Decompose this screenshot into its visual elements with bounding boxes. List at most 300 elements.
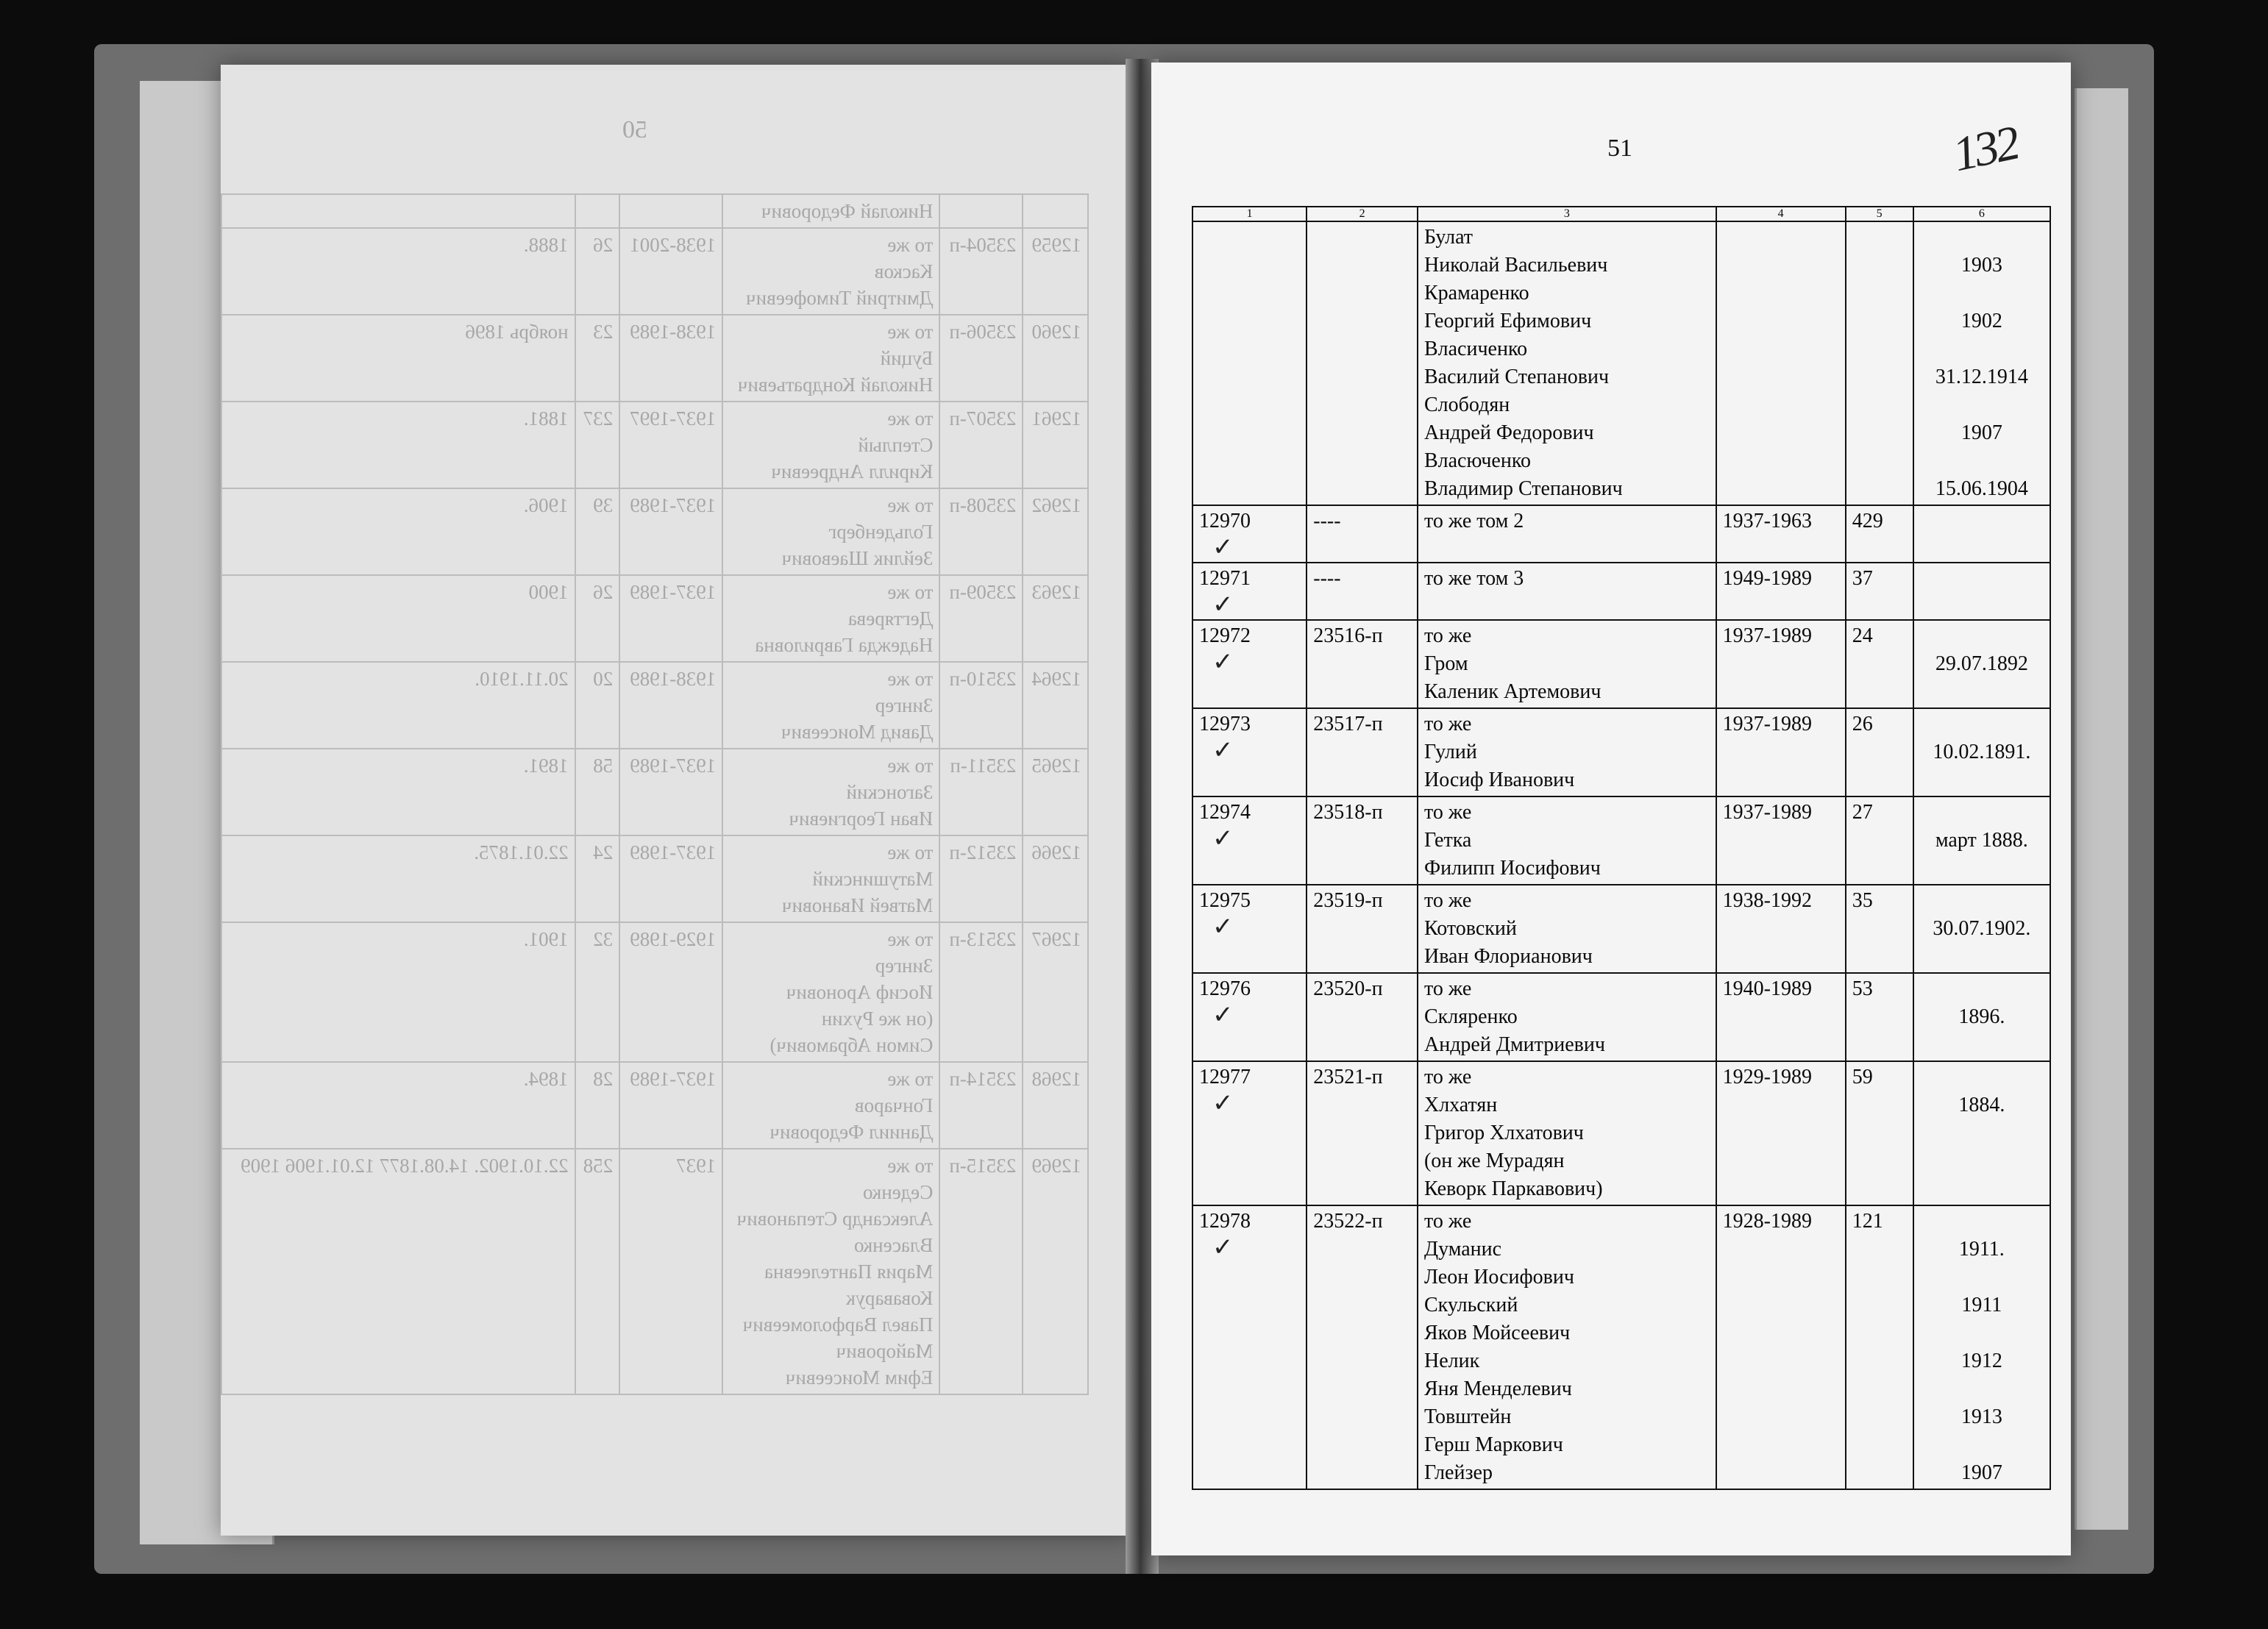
name-line: Георгий Ефимович — [1423, 310, 1592, 332]
table-row — [221, 315, 1088, 402]
name-line: Гулий — [1423, 741, 1477, 763]
ghost-name-line: Буций — [880, 347, 934, 369]
ghost-number: 12968 — [1031, 1068, 1081, 1090]
ghost-number-cell — [1023, 228, 1088, 315]
column-number: 1 — [1192, 207, 1307, 221]
birth-date — [1920, 887, 2044, 915]
ghost-number-cell — [1023, 749, 1088, 835]
case-number: 23519-п — [1313, 889, 1383, 912]
ghost-number: 12966 — [1031, 841, 1081, 863]
ghost-name-line: Ефим Моисеевич — [785, 1366, 934, 1389]
checkmark-icon: ✓ — [1212, 737, 1234, 764]
ghost-count: 258 — [583, 1155, 614, 1177]
inventory-number-cell — [1192, 221, 1307, 505]
table-row — [1192, 620, 2050, 708]
ghost-years-cell — [619, 835, 722, 922]
ghost-count-cell — [575, 749, 620, 835]
inventory-number: 12975 — [1199, 889, 1251, 912]
ghost-date-cell — [221, 749, 575, 835]
ghost-count-cell — [575, 315, 620, 402]
checkmark-icon: ✓ — [1212, 825, 1234, 852]
ghost-count: 28 — [593, 1068, 614, 1090]
ghost-years: 1937 — [676, 1155, 717, 1177]
checkmark-icon: ✓ — [1212, 913, 1234, 941]
ghost-date: 1891. — [523, 755, 569, 777]
ghost-name-cell — [722, 488, 939, 575]
ghost-name-line: то же — [887, 581, 934, 603]
sheet-count-cell — [1846, 1205, 1913, 1489]
birth-date: 1907 — [1960, 1461, 2002, 1484]
ghost-name-line: то же — [887, 494, 934, 516]
ghost-count: 26 — [593, 581, 614, 603]
table-row — [221, 1149, 1088, 1394]
ghost-name-cell — [722, 922, 939, 1062]
ghost-name-line: Матушинский — [812, 868, 934, 890]
case-number: 23521-п — [1313, 1066, 1383, 1088]
birth-date — [1920, 224, 2044, 252]
table-row — [221, 835, 1088, 922]
case-number: 23522-п — [1313, 1210, 1383, 1233]
case-number-cell — [1307, 708, 1418, 796]
birth-date-cell — [1913, 973, 2050, 1061]
ghost-years: 1938-2001 — [630, 234, 717, 256]
years: 1928-1989 — [1722, 1210, 1812, 1233]
ghost-name-line: то же — [887, 668, 934, 690]
ghost-count: 26 — [593, 234, 614, 256]
ghost-number: 12967 — [1031, 928, 1081, 950]
case-number-cell — [1307, 796, 1418, 885]
ghost-date-cell — [221, 662, 575, 749]
case-number: ---- — [1313, 567, 1341, 590]
sheet-count: 121 — [1852, 1210, 1883, 1233]
name-line: Булат — [1423, 226, 1474, 249]
ghost-name-line: то же — [887, 1155, 934, 1177]
ghost-count-cell — [575, 1149, 620, 1394]
ghost-name-line: Кирилл Андреевич — [771, 460, 934, 482]
checkmark-icon: ✓ — [1212, 1090, 1234, 1117]
ghost-date-cell — [221, 922, 575, 1062]
birth-date: 1902 — [1960, 310, 2002, 332]
birth-date — [1920, 335, 2044, 363]
table-row — [221, 194, 1088, 228]
ghost-number: 12964 — [1031, 668, 1081, 690]
ghost-name-line: Загонский — [846, 781, 934, 803]
table-row — [221, 662, 1088, 749]
birth-date-cell — [1913, 796, 2050, 885]
name-line: Герш Маркович — [1423, 1433, 1563, 1456]
ghost-years-cell — [619, 1062, 722, 1149]
ghost-name-line: Коваварук — [845, 1287, 934, 1309]
sheet-count: 35 — [1852, 889, 1873, 912]
birth-date — [1920, 1063, 2044, 1091]
ghost-years: 1937-1989 — [630, 581, 717, 603]
ghost-count-cell — [575, 835, 620, 922]
ghost-name-line: Даниил Федорович — [769, 1121, 934, 1143]
name-cell — [1418, 973, 1716, 1061]
case-number-cell — [1307, 1061, 1418, 1205]
ghost-number-cell — [1023, 315, 1088, 402]
ghost-case-cell — [939, 402, 1023, 488]
column-number: 6 — [1913, 207, 2050, 221]
birth-date — [1920, 279, 2044, 307]
birth-date: 1913 — [1960, 1405, 2002, 1428]
case-number: 23520-п — [1313, 977, 1383, 1000]
column-number: 3 — [1418, 207, 1716, 221]
ghost-count-cell — [575, 402, 620, 488]
name-line: то же — [1423, 1066, 1472, 1088]
years-cell — [1716, 973, 1846, 1061]
name-cell — [1418, 620, 1716, 708]
birth-date-cell — [1913, 563, 2050, 620]
years-cell — [1716, 885, 1846, 973]
ghost-years: 1937-1989 — [630, 1068, 717, 1090]
years: 1937-1989 — [1722, 624, 1812, 647]
ghost-name-cell — [722, 402, 939, 488]
case-number-cell — [1307, 620, 1418, 708]
case-number-cell — [1307, 885, 1418, 973]
name-line: Гром — [1423, 652, 1468, 675]
ghost-name-line: Седенко — [863, 1181, 934, 1203]
birth-date: 31.12.1914 — [1935, 366, 2028, 388]
birth-date: 1912 — [1960, 1350, 2002, 1372]
name-line: Котовский — [1423, 917, 1517, 940]
bleed-through-text — [221, 65, 1133, 1536]
ghost-years-cell — [619, 402, 722, 488]
ghost-case-cell — [939, 835, 1023, 922]
birth-date — [1920, 799, 2044, 827]
ghost-date: 1906. — [523, 494, 569, 516]
inventory-number-cell — [1192, 1205, 1307, 1489]
ghost-name-line: Гончаров — [854, 1094, 934, 1116]
page-edges-right — [2075, 88, 2128, 1530]
inventory-table-body — [1192, 221, 2050, 1489]
name-line: то же — [1423, 889, 1472, 912]
birth-date: 1911. — [1958, 1238, 2005, 1261]
case-number-cell — [1307, 973, 1418, 1061]
checkmark-icon: ✓ — [1212, 1002, 1234, 1029]
table-row — [221, 228, 1088, 315]
ghost-years-cell — [619, 662, 722, 749]
ghost-name-line: Зингер — [875, 955, 934, 977]
ghost-years-cell — [619, 922, 722, 1062]
name-line: Крамаренко — [1423, 282, 1529, 304]
column-number-row — [1192, 207, 2050, 221]
table-row — [221, 488, 1088, 575]
ghost-years-cell — [619, 315, 722, 402]
ghost-number-cell — [1023, 402, 1088, 488]
birth-date — [1920, 565, 2044, 593]
years-cell — [1716, 221, 1846, 505]
inventory-number: 12977 — [1199, 1066, 1251, 1088]
ghost-count: 23 — [593, 321, 614, 343]
inventory-number: 12972 — [1199, 624, 1251, 647]
case-number: ---- — [1313, 510, 1341, 532]
ghost-name-cell — [722, 315, 939, 402]
ghost-date: 22.10.1902. 14.08.1877 12.01.1906 1909 — [241, 1155, 569, 1177]
years-cell — [1716, 563, 1846, 620]
birth-date-cell — [1913, 221, 2050, 505]
ghost-count: 20 — [593, 668, 614, 690]
table-row — [221, 402, 1088, 488]
ghost-name-line: Власенко — [853, 1234, 934, 1256]
ghost-case: 23508-п — [949, 494, 1017, 516]
table-row — [1192, 1061, 2050, 1205]
ghost-years-cell — [619, 488, 722, 575]
ghost-count: 237 — [583, 407, 614, 429]
ghost-case-cell — [939, 1149, 1023, 1394]
archive-folio-stamp: 132 — [1948, 115, 2022, 182]
birth-date: 29.07.1892 — [1935, 652, 2028, 675]
ghost-case: 23507-п — [949, 407, 1017, 429]
birth-date — [1920, 507, 2044, 535]
ghost-years-cell — [619, 1149, 722, 1394]
birth-date — [1920, 391, 2044, 419]
sheet-count: 24 — [1852, 624, 1873, 647]
name-line: то же — [1423, 1210, 1472, 1233]
ghost-count: 39 — [593, 494, 614, 516]
ghost-years: 1937-1989 — [630, 494, 717, 516]
case-number: 23516-п — [1313, 624, 1383, 647]
case-number: 23517-п — [1313, 713, 1383, 735]
ghost-number: 12965 — [1031, 755, 1081, 777]
ghost-date-cell — [221, 575, 575, 662]
ghost-count-cell — [575, 922, 620, 1062]
sheet-count-cell — [1846, 620, 1913, 708]
ghost-name-line: Александр Степанович — [736, 1208, 934, 1230]
ghost-name-line: Павел Варфоломеевич — [742, 1313, 934, 1336]
inventory-number-cell — [1192, 563, 1307, 620]
ghost-number: 12963 — [1031, 581, 1081, 603]
birth-date-cell — [1913, 708, 2050, 796]
sheet-count-cell — [1846, 796, 1913, 885]
sheet-count: 53 — [1852, 977, 1873, 1000]
name-line: Яня Менделевич — [1423, 1377, 1572, 1400]
name-cell — [1418, 505, 1716, 563]
left-page-number: 50 — [622, 116, 647, 143]
table-row — [1192, 796, 2050, 885]
case-number-cell — [1307, 221, 1418, 505]
ghost-case: 23515-п — [949, 1155, 1017, 1177]
ghost-years-cell — [619, 228, 722, 315]
ghost-case: 23511-п — [950, 755, 1017, 777]
ghost-count-cell — [575, 662, 620, 749]
ghost-name-line: то же — [887, 321, 934, 343]
name-line: Иосиф Иванович — [1423, 769, 1575, 791]
name-cell — [1418, 1205, 1716, 1489]
ghost-count: 58 — [593, 755, 614, 777]
ghost-years: 1929-1989 — [630, 928, 717, 950]
table-row — [221, 575, 1088, 662]
ghost-count-cell — [575, 194, 620, 228]
ghost-years: 1937-1989 — [630, 755, 717, 777]
table-row — [221, 1062, 1088, 1149]
ghost-date: 1888. — [523, 234, 569, 256]
name-line: Владимир Степанович — [1423, 477, 1623, 500]
ghost-name-cell — [722, 575, 939, 662]
ghost-number-cell — [1023, 922, 1088, 1062]
birth-date: 15.06.1904 — [1935, 477, 2028, 500]
ghost-name-line: то же — [887, 841, 934, 863]
ghost-case-cell — [939, 1062, 1023, 1149]
right-page — [1151, 63, 2071, 1555]
ghost-name-line: Зингер — [875, 694, 934, 716]
birth-date: 1907 — [1960, 421, 2002, 444]
ghost-count-cell — [575, 488, 620, 575]
case-number: 23518-п — [1313, 801, 1383, 824]
checkmark-icon: ✓ — [1212, 534, 1234, 561]
ghost-count-cell — [575, 575, 620, 662]
left-page — [221, 65, 1133, 1536]
table-row — [1192, 1205, 2050, 1489]
name-line: Глейзер — [1423, 1461, 1493, 1484]
sheet-count-cell — [1846, 221, 1913, 505]
table-row — [1192, 505, 2050, 563]
ghost-number: 12961 — [1031, 407, 1081, 429]
name-line: Власиченко — [1423, 338, 1528, 360]
years-cell — [1716, 708, 1846, 796]
name-line: Николай Васильевич — [1423, 254, 1608, 277]
ghost-name-line: Давид Моисеевич — [781, 721, 934, 743]
ghost-case: 23504-п — [949, 234, 1017, 256]
birth-date: март 1888. — [1935, 829, 2028, 852]
years-cell — [1716, 1205, 1846, 1489]
ghost-name-line: Николай Кондратьевич — [737, 374, 934, 396]
ghost-years: 1937-1989 — [630, 841, 717, 863]
ghost-years: 1937-1997 — [630, 407, 717, 429]
name-line: Товштейн — [1423, 1405, 1512, 1428]
ghost-case-cell — [939, 662, 1023, 749]
name-cell — [1418, 885, 1716, 973]
column-number: 4 — [1716, 207, 1846, 221]
ghost-date: 1901. — [523, 928, 569, 950]
ghost-number: 12969 — [1031, 1155, 1081, 1177]
birth-date: 1884. — [1958, 1094, 2005, 1116]
years: 1940-1989 — [1722, 977, 1812, 1000]
ghost-years-cell — [619, 749, 722, 835]
birth-date-cell — [1913, 1061, 2050, 1205]
checkmark-icon: ✓ — [1212, 649, 1234, 676]
ghost-date-cell — [221, 315, 575, 402]
years: 1949-1989 — [1722, 567, 1812, 590]
ghost-years-cell — [619, 194, 722, 228]
birth-date: 1903 — [1960, 254, 2002, 277]
name-line: Андрей Дмитриевич — [1423, 1033, 1605, 1056]
ghost-name-line: Николай Федорович — [761, 200, 934, 222]
birth-date — [1920, 1208, 2044, 1236]
name-line: Гетка — [1423, 829, 1472, 852]
ghost-name-line: то же — [887, 755, 934, 777]
name-line: Хлхатян — [1423, 1094, 1498, 1116]
ghost-case-cell — [939, 575, 1023, 662]
name-line: Яков Мойсеевич — [1423, 1322, 1571, 1344]
table-row — [1192, 563, 2050, 620]
birth-date: 10.02.1891. — [1933, 741, 2031, 763]
years-cell — [1716, 505, 1846, 563]
table-row — [1192, 221, 2050, 505]
name-line: то же — [1423, 801, 1472, 824]
name-line: Нелик — [1423, 1350, 1480, 1372]
name-line: то же — [1423, 977, 1472, 1000]
ghost-case-cell — [939, 315, 1023, 402]
ghost-name-cell — [722, 1062, 939, 1149]
sheet-count-cell — [1846, 505, 1913, 563]
name-line: то же том 3 — [1423, 567, 1524, 590]
ghost-name-cell — [722, 835, 939, 922]
ghost-date: 1900 — [528, 581, 569, 603]
name-line: Скульский — [1423, 1294, 1518, 1316]
ghost-number-cell — [1023, 1062, 1088, 1149]
birth-date-cell — [1913, 620, 2050, 708]
ghost-number: 12960 — [1031, 321, 1081, 343]
ghost-name-line: Касков — [874, 260, 934, 282]
inventory-number-cell — [1192, 1061, 1307, 1205]
ghost-name-line: Дегтярева — [847, 607, 934, 630]
name-line: Андрей Федорович — [1423, 421, 1594, 444]
inventory-number-cell — [1192, 708, 1307, 796]
ghost-name-line: Матвей Иванович — [781, 894, 934, 916]
ghost-name-line: Мария Пантелеевна — [764, 1261, 934, 1283]
ghost-number: 12962 — [1031, 494, 1081, 516]
sheet-count-cell — [1846, 885, 1913, 973]
ghost-date: 22.01.1875. — [474, 841, 569, 863]
name-line: Григор Хлхатович — [1423, 1122, 1584, 1144]
ghost-case-cell — [939, 922, 1023, 1062]
years-cell — [1716, 796, 1846, 885]
ghost-name-line: то же — [887, 234, 934, 256]
sheet-count-cell — [1846, 1061, 1913, 1205]
ghost-name-cell — [722, 194, 939, 228]
name-line: Скляренко — [1423, 1005, 1518, 1028]
birth-date-cell — [1913, 885, 2050, 973]
ghost-date: 1894. — [523, 1068, 569, 1090]
ghost-number-cell — [1023, 194, 1088, 228]
ghost-case: 23509-п — [949, 581, 1017, 603]
table-row — [221, 922, 1088, 1062]
inventory-number: 12970 — [1199, 510, 1251, 532]
name-line: Филипп Иосифович — [1423, 857, 1601, 880]
birth-date — [1920, 622, 2044, 650]
ghost-number-cell — [1023, 662, 1088, 749]
name-line: Власюченко — [1423, 449, 1532, 472]
years-cell — [1716, 620, 1846, 708]
table-row — [1192, 973, 2050, 1061]
inventory-number: 12978 — [1199, 1210, 1251, 1233]
ghost-date: 1881. — [523, 407, 569, 429]
inventory-number: 12973 — [1199, 713, 1251, 735]
name-line: (он же Мурадян — [1423, 1149, 1565, 1172]
sheet-count-cell — [1846, 708, 1913, 796]
ghost-date: 20.11.1910. — [474, 668, 569, 690]
name-line: то же — [1423, 624, 1472, 647]
ghost-name-cell — [722, 749, 939, 835]
ghost-name-line: Майорович — [836, 1340, 934, 1362]
birth-date-cell — [1913, 1205, 2050, 1489]
birth-date: 30.07.1902. — [1933, 917, 2031, 940]
birth-date — [1920, 710, 2044, 738]
ghost-name-line: Гольденберг — [828, 521, 934, 543]
birth-date: 1896. — [1958, 1005, 2005, 1028]
ghost-case-cell — [939, 228, 1023, 315]
ghost-date-cell — [221, 1062, 575, 1149]
ghost-count-cell — [575, 228, 620, 315]
ghost-years-cell — [619, 575, 722, 662]
ghost-count: 32 — [593, 928, 614, 950]
ghost-name-cell — [722, 228, 939, 315]
years: 1929-1989 — [1722, 1066, 1812, 1088]
case-number-cell — [1307, 563, 1418, 620]
birth-date — [1920, 1263, 2044, 1291]
ghost-name-line: Симон Абрамович) — [769, 1034, 934, 1056]
